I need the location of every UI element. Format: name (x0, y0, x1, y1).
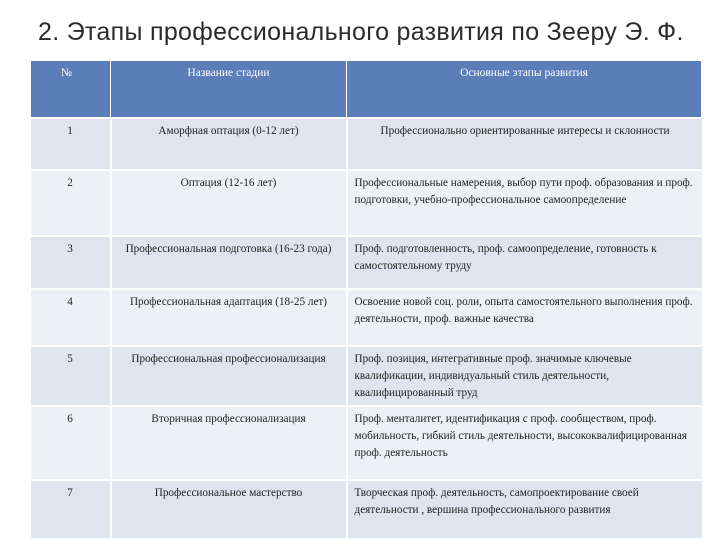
row-number: 5 (31, 346, 111, 406)
stage-description: Творческая проф. деятельность, самопроектирование своей деятельности , вершина профессионального развития (347, 480, 702, 538)
stages-table (30, 60, 702, 538)
header-stage-name: Название стадии (111, 61, 347, 119)
row-number: 6 (31, 406, 111, 480)
stage-description: Освоение новой соц. роли, опыта самостоятельного выполнения проф. деятельности, проф. важные качества (347, 289, 702, 346)
stage-name: Аморфная оптация (0-12 лет) (111, 118, 347, 170)
stage-description: Профессиональные намерения, выбор пути проф. образования и проф. подготовки, учебно-профессиональное самоопределение (347, 170, 702, 236)
stage-name: Профессиональная подготовка (16-23 года) (111, 236, 347, 289)
stage-description: Проф. позиция, интегративные проф. значимые ключевые квалификации, индивидуальный стиль деятельности, квалифицированный труд (347, 346, 702, 406)
table-row (31, 170, 702, 236)
header-development-stages: Основные этапы развития (347, 61, 702, 119)
row-number: 1 (31, 118, 111, 170)
stage-name: Вторичная профессионализация (111, 406, 347, 480)
table-row (31, 289, 702, 346)
stage-name: Профессиональная профессионализация (111, 346, 347, 406)
stage-description: Проф. менталитет, идентификация с проф. сообществом, проф. мобильность, гибкий стиль деятельности, высококвалифицированная проф. деятельность (347, 406, 702, 480)
row-number: 2 (31, 170, 111, 236)
row-number: 4 (31, 289, 111, 346)
stage-name: Оптация (12-16 лет) (111, 170, 347, 236)
table-row (31, 118, 702, 170)
table-row (31, 346, 702, 406)
stage-description: Проф. подготовленность, проф. самоопределение, готовность к самостоятельному труду (347, 236, 702, 289)
table-row (31, 236, 702, 289)
row-number: 3 (31, 236, 111, 289)
slide-title: 2. Этапы профессионального развития по Зееру Э. Ф. (38, 18, 684, 46)
stages-table-container (30, 60, 701, 538)
table-header-row (31, 61, 702, 119)
stage-name: Профессиональная адаптация (18-25 лет) (111, 289, 347, 346)
stage-description: Профессионально ориентированные интересы и склонности (347, 118, 702, 170)
stage-name: Профессиональное мастерство (111, 480, 347, 538)
table-row (31, 406, 702, 480)
row-number: 7 (31, 480, 111, 538)
table-row (31, 480, 702, 538)
header-number: № (31, 61, 111, 119)
